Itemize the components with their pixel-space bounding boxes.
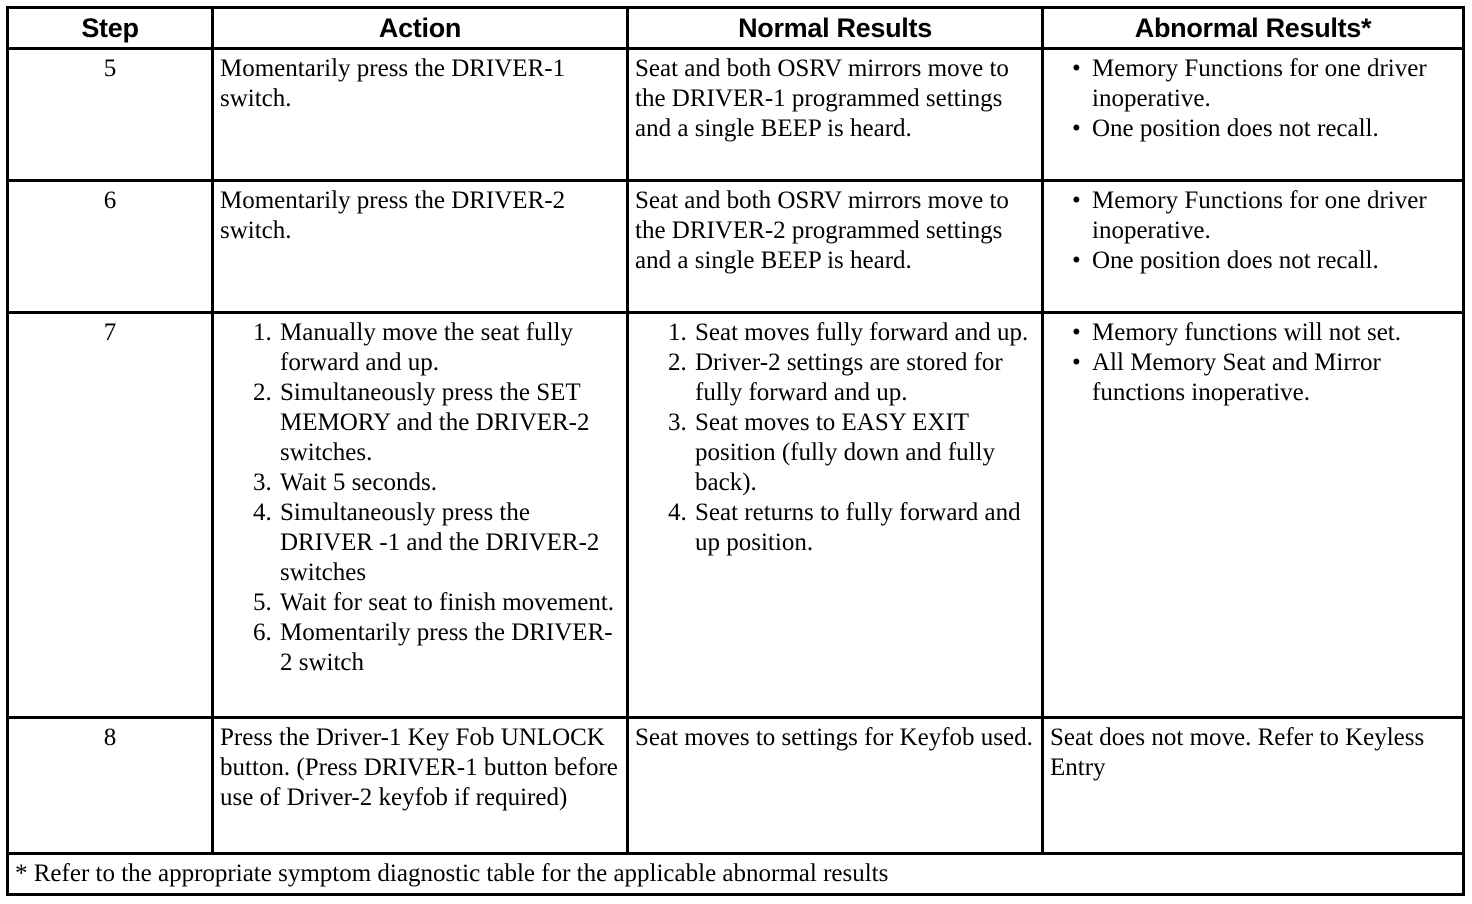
action-cell: Momentarily press the DRIVER-2 switch. xyxy=(213,181,628,313)
list-item: 3. Seat moves to EASY EXIT position (fully down and fully back). xyxy=(693,408,1035,498)
normal-results-cell: Seat and both OSRV mirrors move to the DRIVER-2 programmed settings and a single BEEP is heard. xyxy=(628,181,1043,313)
step-number: 6 xyxy=(8,181,213,313)
action-cell: Press the Driver-1 Key Fob UNLOCK button. (Press DRIVER-1 button before use of Driver-2 keyfob if required) xyxy=(213,718,628,854)
list-item: 2. Simultaneously press the SET MEMORY and the DRIVER-2 switches. xyxy=(278,378,620,468)
list-item: • One position does not recall. xyxy=(1092,246,1456,276)
list-item: • Memory functions will not set. xyxy=(1092,318,1456,348)
header-action: Action xyxy=(213,8,628,49)
footnote: * Refer to the appropriate symptom diagnostic table for the applicable abnormal results xyxy=(8,854,1464,895)
step-number: 8 xyxy=(8,718,213,854)
abnormal-results-cell xyxy=(1043,313,1464,718)
list-item: 4. Seat returns to fully forward and up position. xyxy=(693,498,1035,558)
list-item: • One position does not recall. xyxy=(1092,114,1456,144)
abnormal-results-cell xyxy=(1043,181,1464,313)
list-item: 1. Seat moves fully forward and up. xyxy=(693,318,1035,348)
header-step: Step xyxy=(8,8,213,49)
diagnostic-table xyxy=(6,6,1465,896)
abnormal-results-cell: Seat does not move. Refer to Keyless Entry xyxy=(1043,718,1464,854)
abnormal-results-cell xyxy=(1043,49,1464,181)
action-cell: Momentarily press the DRIVER-1 switch. xyxy=(213,49,628,181)
list-item: 2. Driver-2 settings are stored for fully forward and up. xyxy=(693,348,1035,408)
action-cell xyxy=(213,313,628,718)
list-item: • Memory Functions for one driver inoperative. xyxy=(1092,186,1456,246)
header-row xyxy=(8,8,1464,49)
normal-results-cell xyxy=(628,313,1043,718)
header-normal-results: Normal Results xyxy=(628,8,1043,49)
list-item: 3. Wait 5 seconds. xyxy=(278,468,620,498)
list-item: 6. Momentarily press the DRIVER-2 switch xyxy=(278,618,620,678)
table-row xyxy=(8,49,1464,181)
table-row xyxy=(8,181,1464,313)
footnote-row xyxy=(8,854,1464,895)
list-item: 1. Manually move the seat fully forward and up. xyxy=(278,318,620,378)
table-row xyxy=(8,718,1464,854)
table-row xyxy=(8,313,1464,718)
normal-results-cell: Seat and both OSRV mirrors move to the DRIVER-1 programmed settings and a single BEEP is heard. xyxy=(628,49,1043,181)
normal-results-cell: Seat moves to settings for Keyfob used. xyxy=(628,718,1043,854)
list-item: • Memory Functions for one driver inoperative. xyxy=(1092,54,1456,114)
step-number: 7 xyxy=(8,313,213,718)
step-number: 5 xyxy=(8,49,213,181)
list-item: • All Memory Seat and Mirror functions inoperative. xyxy=(1092,348,1456,408)
header-abnormal-results: Abnormal Results* xyxy=(1043,8,1464,49)
list-item: 5. Wait for seat to finish movement. xyxy=(278,588,620,618)
list-item: 4. Simultaneously press the DRIVER -1 and the DRIVER-2 switches xyxy=(278,498,620,588)
